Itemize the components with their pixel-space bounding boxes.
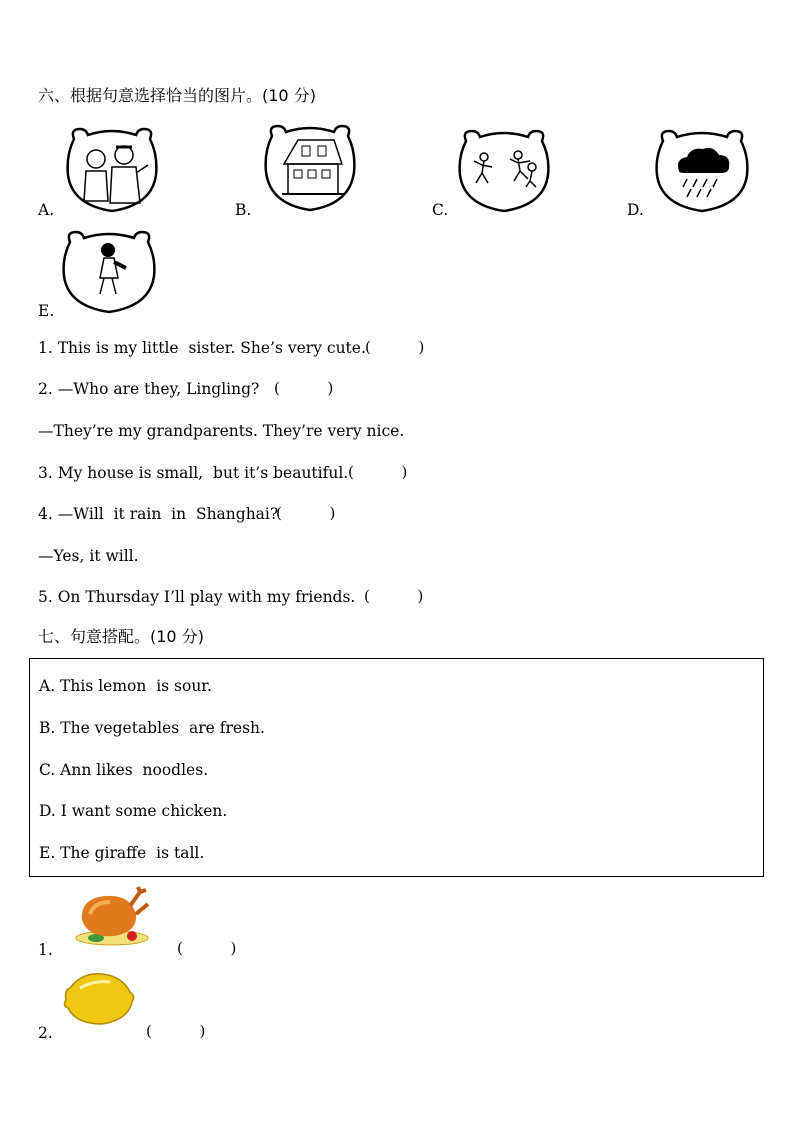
little-girl-icon <box>60 228 158 316</box>
answer-blank-1[interactable]: ( ) <box>365 338 425 356</box>
question-3: 3. My house is small, but it’s beautiful. <box>38 464 349 482</box>
box-item-b: B. The vegetables are fresh. <box>39 719 265 737</box>
sentence-box <box>29 658 764 877</box>
box-item-e: E. The giraffe is tall. <box>39 844 205 862</box>
roast-chicken-icon <box>74 884 154 950</box>
box-item-d: D. I want some chicken. <box>39 802 228 820</box>
box-item-c: C. Ann likes noodles. <box>39 761 209 779</box>
lemon-icon <box>62 970 136 1028</box>
answer-blank-2[interactable]: ( ) <box>274 379 334 397</box>
grandparents-icon <box>64 125 160 215</box>
answer-blank-5[interactable]: ( ) <box>364 587 424 605</box>
picture-question-2-number: 2. <box>38 1024 53 1042</box>
question-2-reply: —They’re my grandparents. They’re very nice. <box>38 422 405 440</box>
kids-playing-icon <box>456 127 552 215</box>
answer-blank-4[interactable]: ( ) <box>276 504 336 522</box>
option-label-e: E. <box>38 302 55 320</box>
answer-blank-3[interactable]: ( ) <box>348 463 408 481</box>
option-label-d: D. <box>627 201 644 219</box>
section7-heading: 七、句意搭配。(10 分) <box>38 627 204 646</box>
option-label-a: A. <box>38 201 55 219</box>
question-2: 2. —Who are they, Lingling? <box>38 380 260 398</box>
picture-answer-blank-1[interactable]: ( ) <box>177 939 237 957</box>
section6-heading: 六、根据句意选择恰当的图片。(10 分) <box>38 86 316 105</box>
house-icon <box>262 122 358 214</box>
picture-question-1-number: 1. <box>38 941 53 959</box>
picture-answer-blank-2[interactable]: ( ) <box>146 1022 206 1040</box>
option-label-c: C. <box>432 201 449 219</box>
option-label-b: B. <box>235 201 252 219</box>
question-5: 5. On Thursday I’ll play with my friends. <box>38 588 356 606</box>
question-4-reply: —Yes, it will. <box>38 547 139 565</box>
box-item-a: A. This lemon is sour. <box>39 677 212 695</box>
question-4: 4. —Will it rain in Shanghai? <box>38 505 279 523</box>
question-1: 1. This is my little sister. She’s very cute. <box>38 339 366 357</box>
rain-cloud-icon <box>653 127 751 215</box>
